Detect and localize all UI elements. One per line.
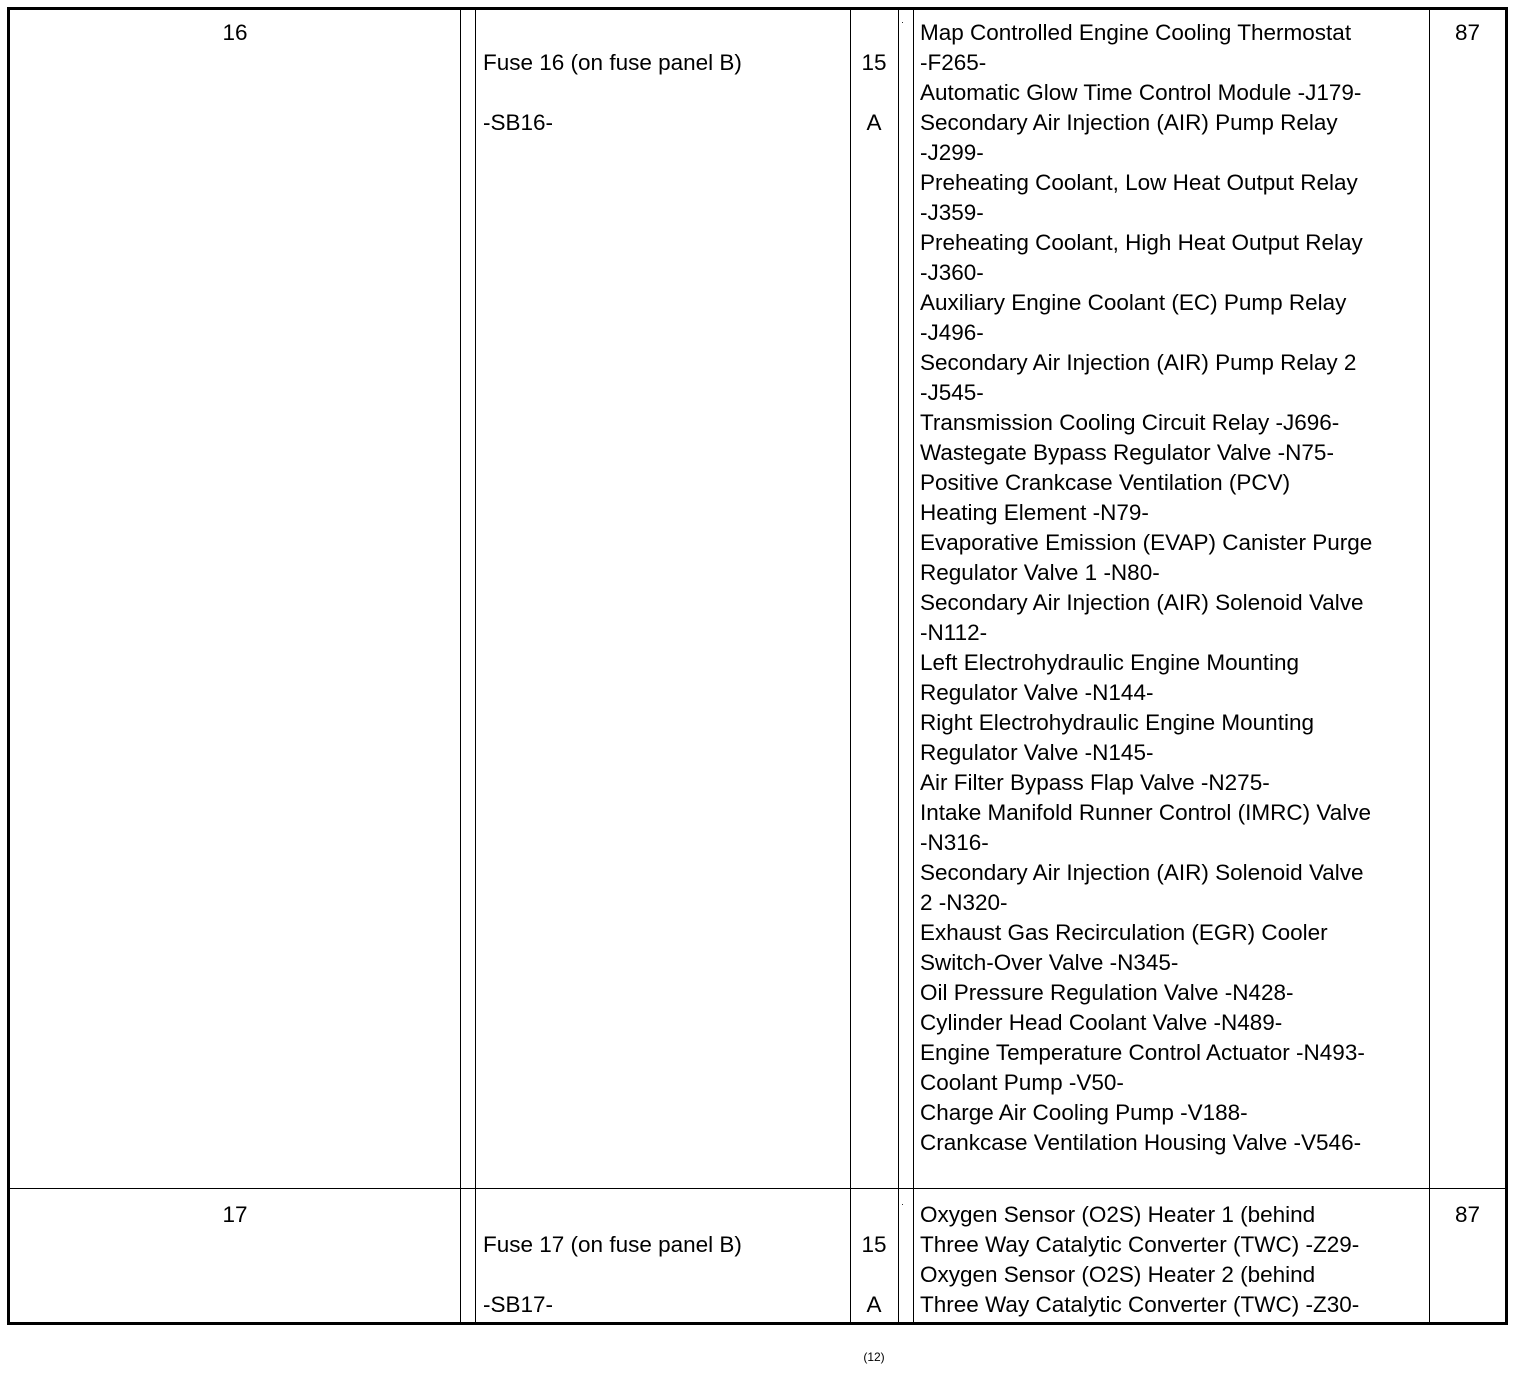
- column-divider: [460, 10, 461, 1322]
- component-line: Evaporative Emission (EVAP) Canister Purge: [920, 530, 1373, 555]
- component-line: -N112-: [920, 620, 988, 645]
- column-divider: [850, 10, 851, 1322]
- terminal-number: 87: [1454, 1202, 1481, 1227]
- component-line: Left Electrohydraulic Engine Mounting: [920, 650, 1299, 675]
- fuse-name: Fuse 17 (on fuse panel B): [483, 1232, 742, 1257]
- component-line: Wastegate Bypass Regulator Valve -N75-: [920, 440, 1334, 465]
- footnote-ref: (12): [863, 1350, 885, 1364]
- fuse-code: -SB16-: [483, 110, 554, 135]
- component-list: [920, 18, 1425, 1158]
- component-line: Auxiliary Engine Coolant (EC) Pump Relay: [920, 290, 1347, 315]
- column-divider: [475, 10, 476, 1322]
- fuse-number: 16: [222, 20, 248, 45]
- component-line: -J545-: [920, 380, 984, 405]
- component-line: -J496-: [920, 320, 984, 345]
- component-line: -J360-: [920, 260, 984, 285]
- terminal-number: 87: [1454, 20, 1481, 45]
- amp-value: 15: [861, 1232, 887, 1257]
- component-line: Transmission Cooling Circuit Relay -J696-: [920, 410, 1340, 435]
- component-line: Engine Temperature Control Actuator -N493-: [920, 1040, 1365, 1065]
- component-line: Oxygen Sensor (O2S) Heater 2 (behind: [920, 1262, 1316, 1287]
- component-line: Heating Element -N79-: [920, 500, 1149, 525]
- column-divider: [898, 10, 899, 1322]
- component-line: Three Way Catalytic Converter (TWC) -Z29-: [920, 1232, 1360, 1257]
- fuse-location: [483, 18, 843, 168]
- fuse-name: Fuse 16 (on fuse panel B): [483, 50, 742, 75]
- component-line: Automatic Glow Time Control Module -J179-: [920, 80, 1362, 105]
- component-line: Secondary Air Injection (AIR) Solenoid Valve: [920, 590, 1364, 615]
- fuse-table: [7, 7, 1508, 1364]
- amp-unit: A: [866, 110, 882, 135]
- row-divider: [10, 1188, 1505, 1189]
- amp-unit: A: [866, 1292, 882, 1317]
- component-line: Preheating Coolant, High Heat Output Relay: [920, 230, 1363, 255]
- row-marker: ·: [901, 17, 904, 27]
- component-line: Charge Air Cooling Pump -V188-: [920, 1100, 1248, 1125]
- component-line: Switch-Over Valve -N345-: [920, 950, 1179, 975]
- amp-value: 15: [861, 50, 887, 75]
- component-line: Coolant Pump -V50-: [920, 1070, 1124, 1095]
- component-line: Secondary Air Injection (AIR) Solenoid Valve: [920, 860, 1364, 885]
- component-line: Three Way Catalytic Converter (TWC) -Z30-: [920, 1292, 1360, 1317]
- fuse-number: 17: [222, 1202, 248, 1227]
- component-line: -J299-: [920, 140, 984, 165]
- component-line: Air Filter Bypass Flap Valve -N275-: [920, 770, 1270, 795]
- component-line: Intake Manifold Runner Control (IMRC) Valve: [920, 800, 1372, 825]
- fuse-code: -SB17-: [483, 1292, 554, 1317]
- column-divider: [1429, 10, 1430, 1322]
- component-line: Secondary Air Injection (AIR) Pump Relay 2: [920, 350, 1357, 375]
- component-line: Map Controlled Engine Cooling Thermostat: [920, 20, 1352, 45]
- component-line: -F265-: [920, 50, 987, 75]
- fuse-rating: [852, 1200, 896, 1394]
- component-line: Oil Pressure Regulation Valve -N428-: [920, 980, 1294, 1005]
- fuse-rating: [852, 18, 896, 168]
- component-list: [920, 1200, 1425, 1320]
- component-line: -J359-: [920, 200, 984, 225]
- component-line: Secondary Air Injection (AIR) Pump Relay: [920, 110, 1338, 135]
- component-line: Positive Crankcase Ventilation (PCV): [920, 470, 1291, 495]
- component-line: Right Electrohydraulic Engine Mounting: [920, 710, 1314, 735]
- component-line: Cylinder Head Coolant Valve -N489-: [920, 1010, 1283, 1035]
- component-line: Crankcase Ventilation Housing Valve -V546-: [920, 1130, 1362, 1155]
- component-line: Regulator Valve -N145-: [920, 740, 1154, 765]
- component-line: Exhaust Gas Recirculation (EGR) Cooler: [920, 920, 1328, 945]
- component-line: Oxygen Sensor (O2S) Heater 1 (behind: [920, 1202, 1316, 1227]
- component-line: 2 -N320-: [920, 890, 1008, 915]
- row-marker: ·: [901, 1199, 904, 1209]
- column-divider: [913, 10, 914, 1322]
- component-line: Regulator Valve 1 -N80-: [920, 560, 1160, 585]
- component-line: Regulator Valve -N144-: [920, 680, 1154, 705]
- component-line: Preheating Coolant, Low Heat Output Relay: [920, 170, 1358, 195]
- component-line: -N316-: [920, 830, 989, 855]
